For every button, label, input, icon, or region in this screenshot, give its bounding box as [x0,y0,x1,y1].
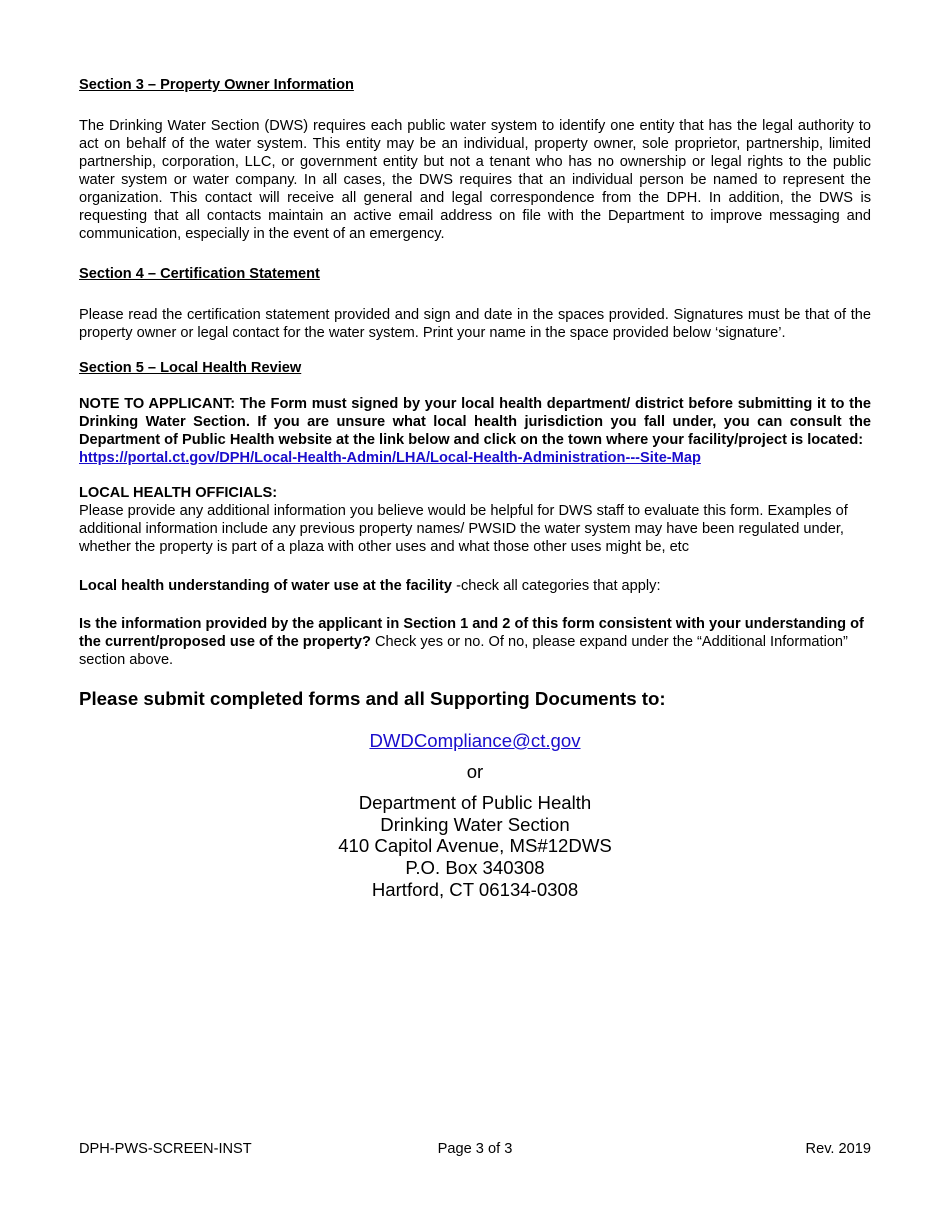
address-line-po-box: P.O. Box 340308 [405,857,545,879]
water-use-hint: -check all categories that apply: [452,578,661,594]
footer-form-id: DPH-PWS-SCREEN-INST [79,1141,252,1157]
local-health-officials-heading: LOCAL HEALTH OFFICIALS: [79,485,278,501]
mailing-address [79,792,871,901]
section-3-body: The Drinking Water Section (DWS) requires each public water system to identify one entity that has the legal authority to act on behalf of the water system. This entity may be an individual, property owner, sole proprietor, partnership, limited partnership, corporation, LLC, or government entity but not a tenant who has no ownership or legal rights to the public water system or water company. In all cases, the DWS requires that an individual person be named to represent the organization. This contact will receive all general and legal correspondence from the DPH. In addition, the DWS is requesting that all contacts maintain an active email address on file with the Department to improve messaging and communication, especially in the event of an emergency. [79,118,871,242]
page-footer [79,1138,871,1160]
consistency-question-instruction: Check yes or no. Of no, please expand under the “Additional Information” section above. [79,634,848,668]
applicant-note: NOTE TO APPLICANT: The Form must signed by your local health department/ district before submitting it to the Drinking Water Section. If you are unsure what local health jurisdiction you fall under, you can consult the Department of Public Health website at the link below and click on the town where your facility/project is located: [79,396,871,448]
address-line-department: Department of Public Health [358,791,592,813]
water-use-label: Local health understanding of water use at the facility [79,578,453,594]
footer-revision: Rev. 2019 [805,1141,871,1157]
local-health-officials-body: Please provide any additional information you believe would be helpful for DWS staff to evaluate this form. Examples of additional information include any previous property names/ PWSID the water system may have been regulated under, whether the property is part of a plaza with other uses and what those other uses might be, etc [79,503,848,555]
submit-email-block [79,730,871,752]
local-health-site-map-link[interactable]: https://portal.ct.gov/DPH/Local-Health-Admin/LHA/Local-Health-Administration---Site-Map [79,450,701,466]
water-use-instruction [79,577,871,595]
section-3-heading: Section 3 – Property Owner Information [79,77,354,93]
section-4-body: Please read the certification statement provided and sign and date in the spaces provided. Signatures must be that of the property owner or legal contact for the water system. Print your name in the space provided below ‘signature’. [79,307,871,341]
section-4-heading: Section 4 – Certification Statement [79,266,320,282]
section-5-heading: Section 5 – Local Health Review [79,360,302,376]
footer-page-number: Page 3 of 3 [437,1141,513,1157]
submit-heading: Please submit completed forms and all Supporting Documents to: [79,688,666,709]
submission-email-link[interactable]: DWDCompliance@ct.gov [369,730,581,751]
or-separator: or [466,761,484,782]
page-content [79,76,871,901]
consistency-question [79,615,871,669]
address-line-city: Hartford, CT 06134-0308 [371,878,579,900]
address-line-section: Drinking Water Section [380,813,570,835]
consistency-question-bold: Is the information provided by the applicant in Section 1 and 2 of this form consistent with your understanding of the current/proposed use of the property? [79,616,864,650]
address-line-street: 410 Capitol Avenue, MS#12DWS [338,835,612,857]
